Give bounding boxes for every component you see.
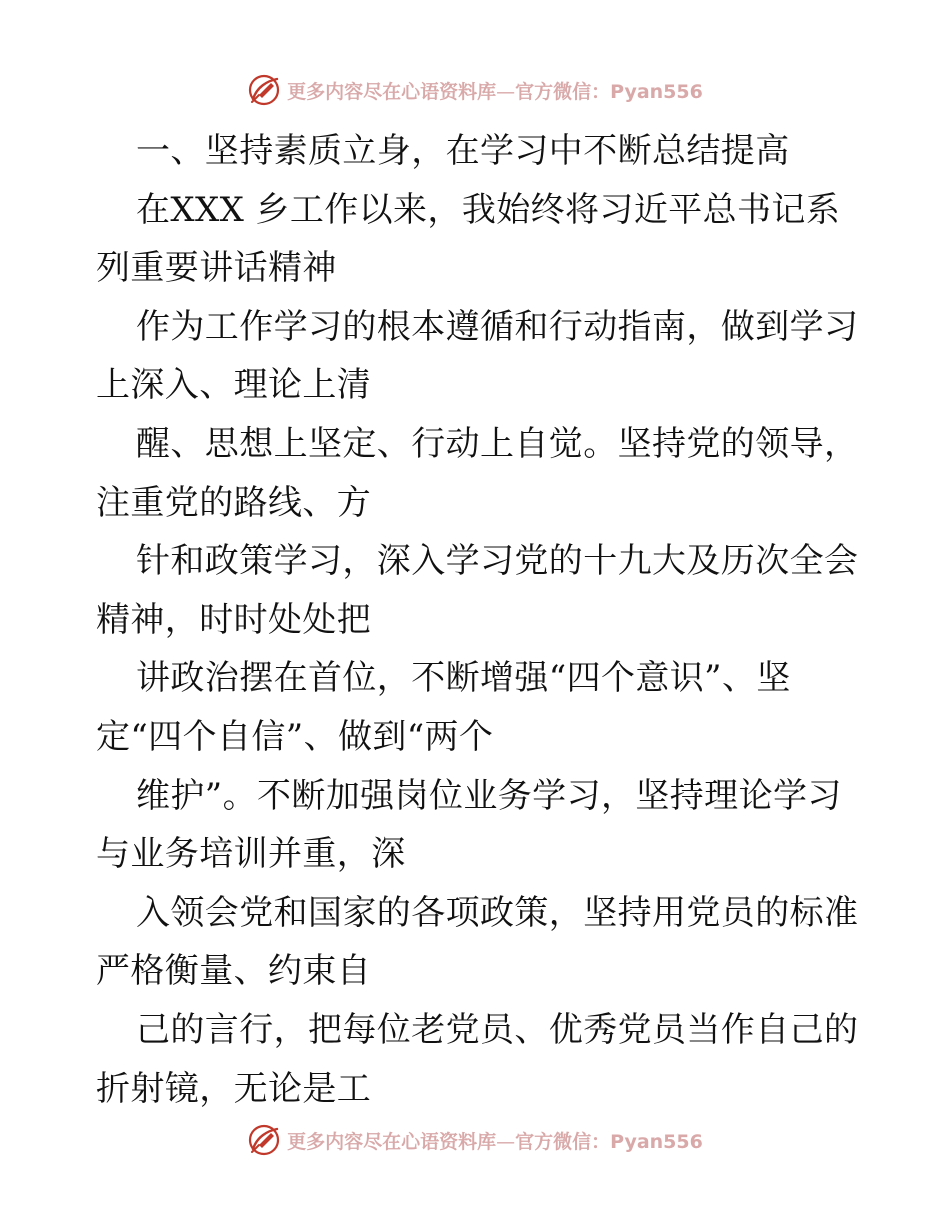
- body-line: 严格衡量、约束自: [96, 951, 372, 992]
- body-line: 入领会党和国家的各项政策，坚持用党员的标准: [136, 892, 859, 933]
- watermark-text: [287, 77, 703, 104]
- body-line: 在XXX 乡工作以来，我始终将习近平总书记系: [136, 189, 841, 230]
- body-line: 精神，时时处处把: [96, 599, 372, 640]
- body-line: 讲政治摆在首位，不断增强“四个意识”、坚: [136, 658, 791, 699]
- body-line: 针和政策学习，深入学习党的十九大及历次全会: [136, 541, 859, 582]
- watermark-separator: —: [496, 80, 516, 103]
- document-body: [96, 122, 859, 1118]
- watermark-separator: —: [496, 1130, 516, 1153]
- body-line: 上深入、理论上清: [96, 365, 372, 406]
- body-line: 维护”。不断加强岗位业务学习，坚持理论学习: [136, 775, 842, 816]
- body-line: 己的言行，把每位老党员、优秀党员当作自己的: [136, 1009, 859, 1050]
- watermark-wechat-text: 官方微信：Pyan556: [515, 80, 703, 103]
- body-line: 注重党的路线、方: [96, 482, 372, 523]
- pen-logo-icon: [247, 73, 281, 107]
- watermark-wechat-text: 官方微信：Pyan556: [515, 1130, 703, 1153]
- body-line: 醒、思想上坚定、行动上自觉。坚持党的领导，: [136, 423, 859, 464]
- watermark-text: [287, 1127, 703, 1154]
- body-line: 作为工作学习的根本遵循和行动指南，做到学习: [136, 306, 859, 347]
- body-line: 列重要讲话精神: [96, 248, 337, 289]
- pen-logo-icon: [247, 1123, 281, 1157]
- footer-watermark: [0, 1120, 950, 1160]
- body-line: 折射镜，无论是工: [96, 1068, 372, 1109]
- section-heading: 一、坚持素质立身，在学习中不断总结提高: [136, 131, 790, 171]
- watermark-main-text: 更多内容尽在心语资料库: [287, 1130, 497, 1153]
- header-watermark: [0, 70, 950, 110]
- body-line: 与业务培训并重，深: [96, 834, 406, 875]
- watermark-main-text: 更多内容尽在心语资料库: [287, 80, 497, 103]
- body-line: 定“四个自信”、做到“两个: [96, 716, 494, 757]
